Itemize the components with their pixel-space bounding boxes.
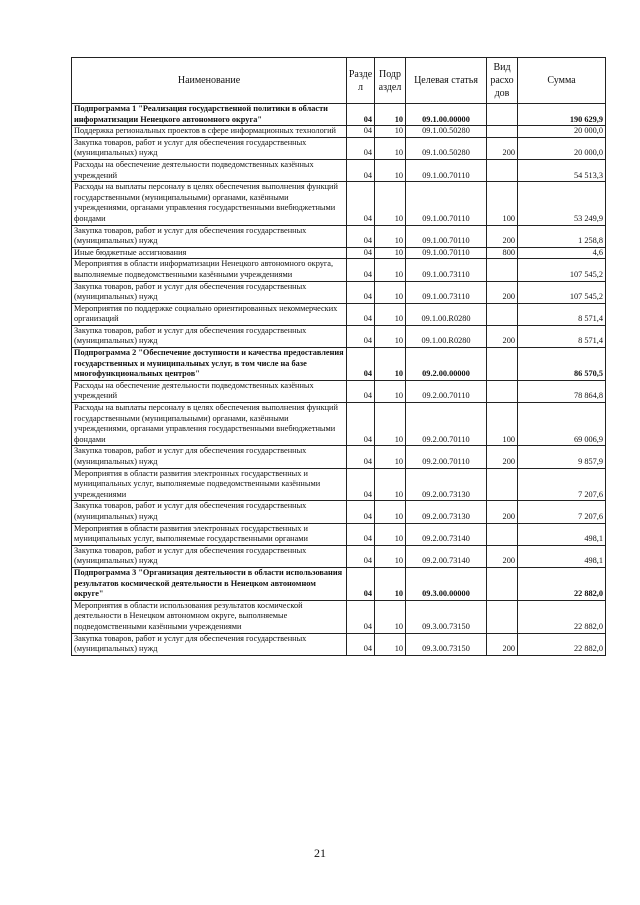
cell-target-article: 09.3.00.00000	[406, 567, 487, 600]
table-body	[72, 104, 606, 656]
cell-subsection: 10	[375, 225, 406, 247]
cell-subsection: 10	[375, 281, 406, 303]
cell-subsection: 10	[375, 600, 406, 633]
table-row	[72, 303, 606, 325]
cell-section: 04	[347, 137, 375, 159]
cell-name: Закупка товаров, работ и услуг для обеспечения государственных (муниципальных) нужд	[72, 545, 347, 567]
cell-target-article: 09.1.00.R0280	[406, 325, 487, 347]
cell-subsection: 10	[375, 137, 406, 159]
cell-section: 04	[347, 523, 375, 545]
cell-target-article: 09.3.00.73150	[406, 600, 487, 633]
table-row	[72, 468, 606, 501]
cell-section: 04	[347, 468, 375, 501]
cell-expense-type: 200	[487, 501, 518, 523]
cell-target-article: 09.1.00.70110	[406, 225, 487, 247]
cell-subsection: 10	[375, 403, 406, 446]
cell-target-article: 09.2.00.00000	[406, 348, 487, 381]
table-row	[72, 225, 606, 247]
cell-target-article: 09.2.00.73130	[406, 501, 487, 523]
cell-subsection: 10	[375, 182, 406, 225]
header-subsection: Подр аздел	[375, 58, 406, 104]
cell-amount: 20 000,0	[518, 137, 606, 159]
cell-expense-type: 200	[487, 225, 518, 247]
cell-target-article: 09.3.00.73150	[406, 633, 487, 655]
cell-target-article: 09.1.00.70110	[406, 182, 487, 225]
cell-name: Расходы на обеспечение деятельности подведомственных казённых учреждений	[72, 380, 347, 402]
cell-subsection: 10	[375, 468, 406, 501]
cell-section: 04	[347, 126, 375, 138]
cell-amount: 22 882,0	[518, 633, 606, 655]
cell-expense-type: 200	[487, 325, 518, 347]
cell-section: 04	[347, 348, 375, 381]
cell-name: Мероприятия в области развития электронных государственных и муниципальных услуг, выполняемые государственными органами	[72, 523, 347, 545]
cell-name: Иные бюджетные ассигнования	[72, 247, 347, 259]
cell-amount: 9 857,9	[518, 446, 606, 468]
cell-section: 04	[347, 247, 375, 259]
cell-amount: 8 571,4	[518, 303, 606, 325]
cell-name: Подпрограмма 1 "Реализация государственной политики в области информатизации Ненецкого автономного округа"	[72, 104, 347, 126]
table-row	[72, 633, 606, 655]
cell-section: 04	[347, 545, 375, 567]
header-expense-type: Вид расхо дов	[487, 58, 518, 104]
cell-expense-type	[487, 567, 518, 600]
cell-subsection: 10	[375, 126, 406, 138]
cell-expense-type	[487, 380, 518, 402]
cell-subsection: 10	[375, 104, 406, 126]
table-row	[72, 446, 606, 468]
cell-amount: 498,1	[518, 523, 606, 545]
cell-expense-type: 800	[487, 247, 518, 259]
cell-amount: 107 545,2	[518, 259, 606, 281]
cell-target-article: 09.2.00.70110	[406, 403, 487, 446]
cell-target-article: 09.2.00.70110	[406, 446, 487, 468]
cell-subsection: 10	[375, 567, 406, 600]
table-row	[72, 259, 606, 281]
cell-target-article: 09.2.00.70110	[406, 380, 487, 402]
cell-amount: 22 882,0	[518, 567, 606, 600]
cell-expense-type: 200	[487, 281, 518, 303]
table-row-subprogram	[72, 348, 606, 381]
cell-target-article: 09.1.00.50280	[406, 126, 487, 138]
cell-expense-type: 100	[487, 182, 518, 225]
table-row	[72, 600, 606, 633]
cell-section: 04	[347, 182, 375, 225]
table-row	[72, 281, 606, 303]
table-row	[72, 159, 606, 181]
cell-section: 04	[347, 325, 375, 347]
header-row	[72, 58, 606, 104]
cell-expense-type: 200	[487, 137, 518, 159]
cell-expense-type: 200	[487, 446, 518, 468]
header-amount: Сумма	[518, 58, 606, 104]
table-row	[72, 325, 606, 347]
cell-name: Закупка товаров, работ и услуг для обеспечения государственных (муниципальных) нужд	[72, 446, 347, 468]
table-row	[72, 523, 606, 545]
cell-name: Закупка товаров, работ и услуг для обеспечения государственных (муниципальных) нужд	[72, 501, 347, 523]
cell-section: 04	[347, 446, 375, 468]
table-row	[72, 182, 606, 225]
cell-amount: 1 258,8	[518, 225, 606, 247]
cell-amount: 8 571,4	[518, 325, 606, 347]
cell-target-article: 09.2.00.73140	[406, 545, 487, 567]
cell-expense-type	[487, 600, 518, 633]
cell-amount: 7 207,6	[518, 468, 606, 501]
table-row	[72, 545, 606, 567]
cell-subsection: 10	[375, 523, 406, 545]
cell-target-article: 09.1.00.70110	[406, 159, 487, 181]
cell-amount: 54 513,3	[518, 159, 606, 181]
cell-amount: 190 629,9	[518, 104, 606, 126]
cell-expense-type: 200	[487, 633, 518, 655]
cell-subsection: 10	[375, 501, 406, 523]
cell-expense-type	[487, 303, 518, 325]
cell-section: 04	[347, 281, 375, 303]
cell-name: Подпрограмма 2 "Обеспечение доступности и качества предоставления государственных и муниципальных услуг, в том числе на базе многофункциональных центров"	[72, 348, 347, 381]
cell-amount: 498,1	[518, 545, 606, 567]
cell-target-article: 09.1.00.70110	[406, 247, 487, 259]
cell-subsection: 10	[375, 247, 406, 259]
cell-expense-type	[487, 348, 518, 381]
cell-amount: 86 570,5	[518, 348, 606, 381]
cell-section: 04	[347, 303, 375, 325]
cell-subsection: 10	[375, 633, 406, 655]
cell-amount: 20 000,0	[518, 126, 606, 138]
cell-expense-type	[487, 259, 518, 281]
cell-name: Мероприятия по поддержке социально ориентированных некоммерческих организаций	[72, 303, 347, 325]
cell-section: 04	[347, 600, 375, 633]
cell-name: Закупка товаров, работ и услуг для обеспечения государственных (муниципальных) нужд	[72, 325, 347, 347]
cell-subsection: 10	[375, 348, 406, 381]
cell-expense-type	[487, 159, 518, 181]
cell-name: Расходы на обеспечение деятельности подведомственных казённых учреждений	[72, 159, 347, 181]
cell-expense-type	[487, 523, 518, 545]
cell-target-article: 09.1.00.50280	[406, 137, 487, 159]
cell-section: 04	[347, 567, 375, 600]
table-row	[72, 247, 606, 259]
cell-name: Закупка товаров, работ и услуг для обеспечения государственных (муниципальных) нужд	[72, 225, 347, 247]
cell-amount: 107 545,2	[518, 281, 606, 303]
cell-amount: 78 864,8	[518, 380, 606, 402]
cell-subsection: 10	[375, 446, 406, 468]
cell-name: Мероприятия в области информатизации Ненецкого автономного округа, выполняемые подведомственными казёнными учреждениями	[72, 259, 347, 281]
cell-section: 04	[347, 501, 375, 523]
cell-section: 04	[347, 104, 375, 126]
cell-expense-type: 200	[487, 545, 518, 567]
header-name: Наименование	[72, 58, 347, 104]
cell-section: 04	[347, 380, 375, 402]
cell-expense-type: 100	[487, 403, 518, 446]
cell-target-article: 09.1.00.73110	[406, 281, 487, 303]
table-row	[72, 501, 606, 523]
cell-amount: 22 882,0	[518, 600, 606, 633]
cell-name: Подпрограмма 3 "Организация деятельности в области использования результатов космической деятельности в Ненецком автономном округе"	[72, 567, 347, 600]
cell-subsection: 10	[375, 380, 406, 402]
cell-target-article: 09.1.00.73110	[406, 259, 487, 281]
table-row	[72, 126, 606, 138]
cell-subsection: 10	[375, 325, 406, 347]
cell-target-article: 09.2.00.73130	[406, 468, 487, 501]
cell-name: Закупка товаров, работ и услуг для обеспечения государственных (муниципальных) нужд	[72, 281, 347, 303]
table-row-subprogram	[72, 104, 606, 126]
table-header	[72, 58, 606, 104]
cell-subsection: 10	[375, 159, 406, 181]
table-row-subprogram	[72, 567, 606, 600]
cell-name: Закупка товаров, работ и услуг для обеспечения государственных (муниципальных) нужд	[72, 137, 347, 159]
cell-amount: 69 006,9	[518, 403, 606, 446]
cell-section: 04	[347, 159, 375, 181]
cell-expense-type	[487, 126, 518, 138]
cell-section: 04	[347, 225, 375, 247]
cell-amount: 4,6	[518, 247, 606, 259]
cell-name: Мероприятия в области использования результатов космической деятельности в Ненецком автономном округе, выполняемые подведомственными казёнными учреждениями	[72, 600, 347, 633]
cell-subsection: 10	[375, 303, 406, 325]
budget-table	[71, 57, 606, 656]
cell-expense-type	[487, 468, 518, 501]
cell-subsection: 10	[375, 545, 406, 567]
cell-expense-type	[487, 104, 518, 126]
cell-section: 04	[347, 259, 375, 281]
cell-name: Поддержка региональных проектов в сфере информационных технологий	[72, 126, 347, 138]
cell-amount: 7 207,6	[518, 501, 606, 523]
cell-subsection: 10	[375, 259, 406, 281]
cell-amount: 53 249,9	[518, 182, 606, 225]
cell-target-article: 09.1.00.00000	[406, 104, 487, 126]
cell-name: Мероприятия в области развития электронных государственных и муниципальных услуг, выполняемые подведомственными казёнными учреждениями	[72, 468, 347, 501]
cell-name: Расходы на выплаты персоналу в целях обеспечения выполнения функций государственными (муниципальными) органами, казёнными учреждениями, органами управления государственными внебюджетными фондами	[72, 403, 347, 446]
header-target-article: Целевая статья	[406, 58, 487, 104]
header-section: Разде л	[347, 58, 375, 104]
cell-name: Расходы на выплаты персоналу в целях обеспечения выполнения функций государственными (муниципальными) органами, казёнными учреждениями, органами управления государственными внебюджетными фондами	[72, 182, 347, 225]
table-row	[72, 137, 606, 159]
table-row	[72, 380, 606, 402]
cell-target-article: 09.2.00.73140	[406, 523, 487, 545]
cell-section: 04	[347, 403, 375, 446]
cell-name: Закупка товаров, работ и услуг для обеспечения государственных (муниципальных) нужд	[72, 633, 347, 655]
cell-section: 04	[347, 633, 375, 655]
table-row	[72, 403, 606, 446]
cell-target-article: 09.1.00.R0280	[406, 303, 487, 325]
page-number: 21	[314, 846, 326, 860]
